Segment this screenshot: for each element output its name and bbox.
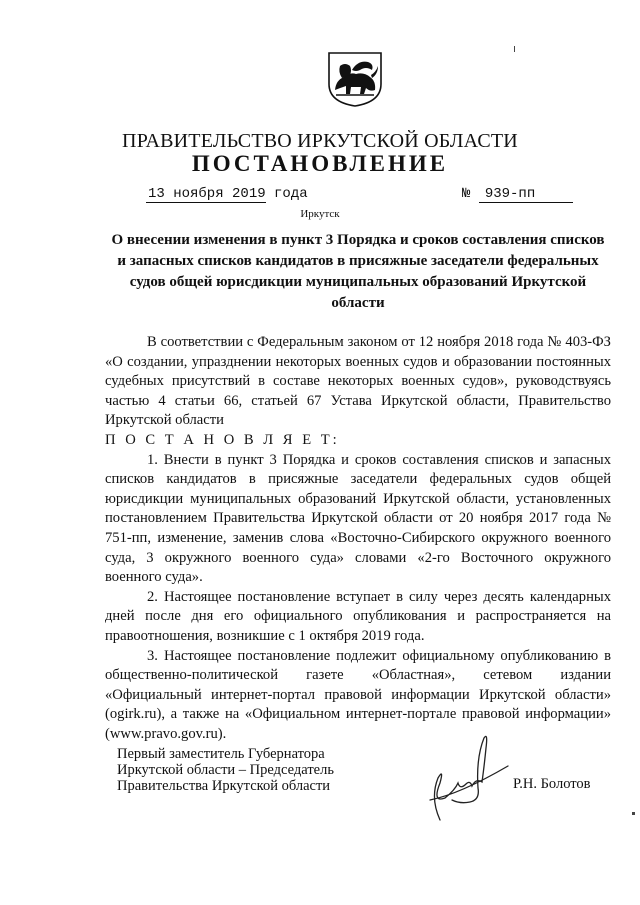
document-body bbox=[105, 333, 611, 744]
item-3-paragraph: 3. Настоящее постановление подлежит официальному опубликованию в общественно-политической газете «Областная», сетевом издании «Официальный интернет-портал правовой информации Иркутской области» (ogirk.ru), а также на «Официальном интернет-портале правовой информации» (www.pravo.gov.ru). bbox=[105, 647, 611, 742]
scan-speck bbox=[632, 812, 635, 815]
handwritten-signature-icon bbox=[400, 728, 510, 828]
date-suffix: года bbox=[274, 186, 308, 202]
document-title: О внесении изменения в пункт 3 Порядка и сроков составления списков и запасных списков кандидатов в присяжные заседатели федеральных судов общей юрисдикции муниципальных образований Иркутской области bbox=[111, 232, 605, 311]
document-date bbox=[146, 186, 308, 202]
signer-position-line-3: Правительства Иркутской области bbox=[117, 778, 331, 794]
irkutsk-babr-emblem-icon bbox=[326, 50, 384, 108]
document-number bbox=[462, 186, 573, 203]
number-sign: № bbox=[462, 186, 471, 202]
signer-name: Р.Н. Болотов bbox=[513, 776, 591, 792]
item-2-paragraph: 2. Настоящее постановление вступает в силу через десять календарных дней после дня его официального опубликования и распространяется на правоотношения, возникшие с 1 октября 2019 года. bbox=[105, 588, 611, 644]
signer-position-line-2: Иркутской области – Председатель bbox=[117, 762, 334, 778]
number-value: 939-пп bbox=[479, 186, 573, 203]
signer-position bbox=[117, 746, 334, 794]
date-value: 13 ноября 2019 bbox=[148, 186, 266, 202]
preamble-paragraph: В соответствии с Федеральным законом от 12 ноября 2018 года № 403-ФЗ «О создании, упразднении некоторых военных судов и образовании постоянных судебных присутствий в составе некоторых военных судов», руководствуясь частью 4 статьи 66, статьей 67 Устава Иркутской области, Правительство Иркутской области bbox=[105, 334, 611, 429]
document-type: ПОСТАНОВЛЕНИЕ bbox=[191, 151, 449, 176]
signer-position-line-1: Первый заместитель Губернатора bbox=[117, 746, 325, 762]
item-1-paragraph: 1. Внести в пункт 3 Порядка и сроков составления списков и запасных списков кандидатов в присяжные заседатели федеральных судов общей юрисдикции муниципальных образований Иркутской области, установленных постановлением Правительства Иркутской области от 20 ноября 2017 года № 751-пп, изменение, заменив слова «Восточно-Сибирского окружного военного суда, 3 окружного военного суда» словами «2-го Восточного окружного военного суда». bbox=[105, 451, 611, 586]
government-name: ПРАВИТЕЛЬСТВО ИРКУТСКОЙ ОБЛАСТИ bbox=[122, 130, 518, 152]
decree-word: П О С Т А Н О В Л Я Е Т: bbox=[105, 431, 340, 448]
city-label: Иркутск bbox=[300, 208, 340, 220]
scan-speck bbox=[514, 46, 515, 52]
